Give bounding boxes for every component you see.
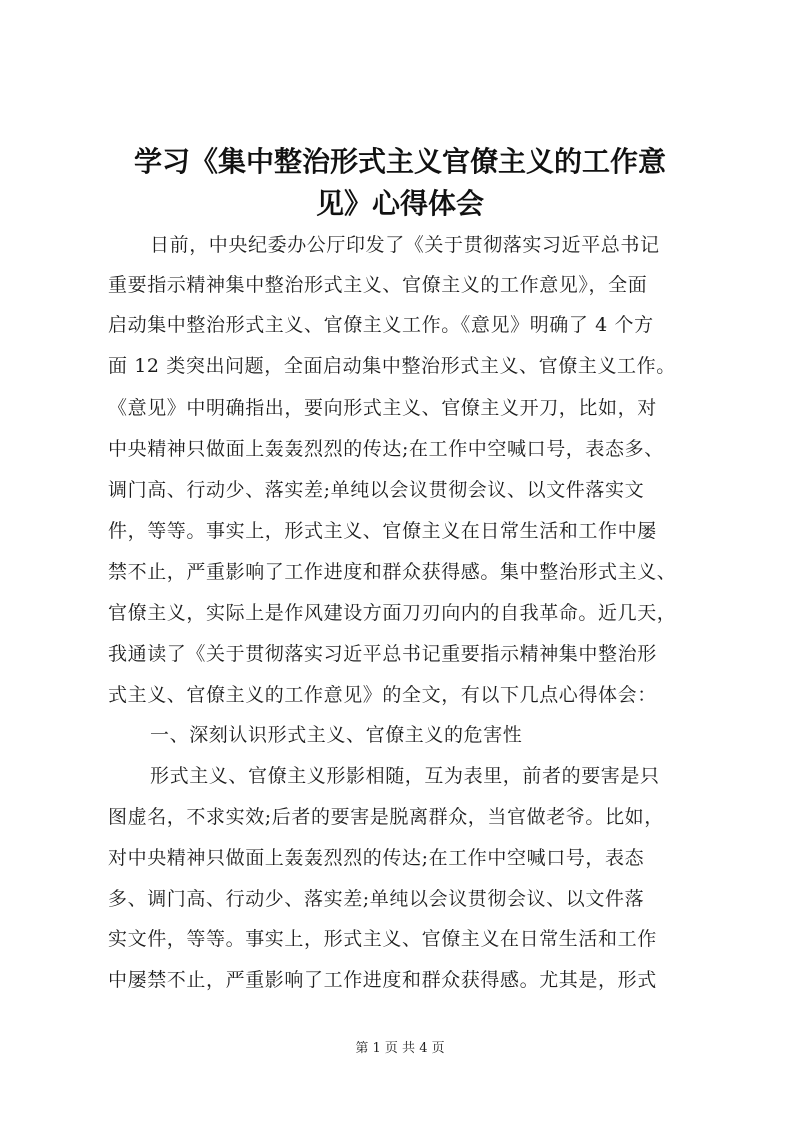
body-line: 式主义、官僚主义的工作意见》的全文，有以下几点心得体会：	[108, 684, 657, 706]
body-line: 我通读了《关于贯彻落实习近平总书记重要指示精神集中整治形	[108, 643, 657, 665]
body-line: 中屡禁不止，严重影响了工作进度和群众获得感。尤其是，形式	[108, 969, 657, 991]
body-line: 中央精神只做面上轰轰烈烈的传达;在工作中空喊口号，表态多、	[108, 438, 664, 460]
section-heading: 一、深刻认识形式主义、官僚主义的危害性	[150, 724, 523, 746]
body-line: 面 12 类突出问题，全面启动集中整治形式主义、官僚主义工作。	[108, 355, 676, 377]
body-line: 《意见》中明确指出，要向形式主义、官僚主义开刀，比如，对	[108, 397, 657, 419]
page-number-footer: 第 1 页 共 4 页	[355, 1041, 445, 1056]
body-line: 官僚主义，实际上是作风建设方面刀刃向内的自我革命。近几天，	[108, 602, 677, 624]
body-line: 日前，中央纪委办公厅印发了《关于贯彻落实习近平总书记	[150, 234, 660, 256]
body-line: 对中央精神只做面上轰轰烈烈的传达;在工作中空喊口号，表态	[108, 847, 645, 869]
body-line: 调门高、行动少、落实差;单纯以会议贯彻会议、以文件落实文	[108, 479, 645, 501]
body-line: 重要指示精神集中整治形式主义、官僚主义的工作意见》，全面	[108, 274, 648, 296]
body-line: 禁不止，严重影响了工作进度和群众获得感。集中整治形式主义、	[108, 561, 677, 583]
document-title-line-1: 学习《集中整治形式主义官僚主义的工作意	[133, 145, 666, 178]
body-line: 实文件，等等。事实上，形式主义、官僚主义在日常生活和工作	[108, 928, 657, 950]
body-line: 件，等等。事实上，形式主义、官僚主义在日常生活和工作中屡	[108, 520, 657, 542]
body-line: 启动集中整治形式主义、官僚主义工作。《意见》明确了 4 个方	[108, 314, 654, 336]
body-line: 形式主义、官僚主义形影相随，互为表里，前者的要害是只	[150, 765, 660, 787]
body-line: 图虚名，不求实效;后者的要害是脱离群众，当官做老爷。比如，	[108, 806, 664, 828]
document-title-line-2: 见》心得体会	[315, 187, 484, 220]
body-line: 多、调门高、行动少、落实差;单纯以会议贯彻会议、以文件落	[108, 888, 645, 910]
